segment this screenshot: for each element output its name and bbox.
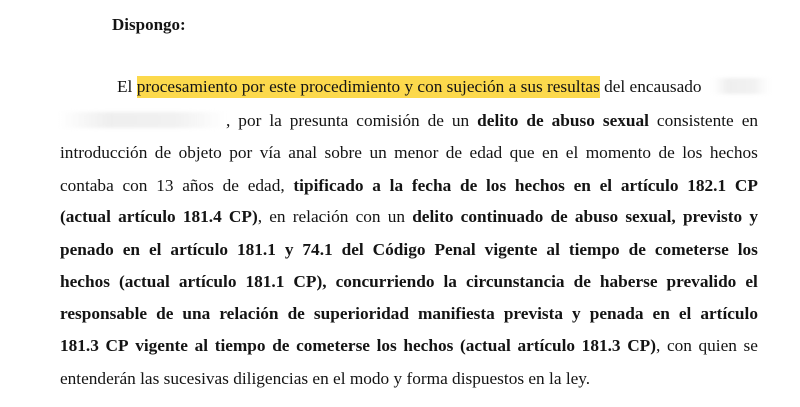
- bold-text: artículo: [170, 240, 229, 259]
- body-text: un: [451, 111, 470, 130]
- bold-text: en: [573, 176, 591, 195]
- bold-text: Penal: [434, 240, 476, 259]
- body-text: del encausado: [599, 77, 702, 96]
- bold-text: manifiesta: [417, 304, 495, 323]
- bold-text: los: [737, 240, 758, 259]
- bold-text: a: [372, 176, 381, 195]
- body-text: hechos: [709, 143, 758, 162]
- body-text: de: [154, 143, 172, 162]
- bold-text: y: [749, 207, 758, 226]
- bold-text: haberse: [599, 272, 658, 291]
- body-text: objeto: [178, 143, 222, 162]
- bold-text: tiempo: [568, 240, 620, 259]
- body-text: edad: [469, 143, 503, 162]
- body-text: comisión: [356, 111, 420, 130]
- body-text: ,: [655, 336, 661, 355]
- body-text: con: [122, 176, 148, 195]
- body-text: presunta: [289, 111, 349, 130]
- bold-text: previsto: [682, 207, 743, 226]
- paragraph-line: [60, 109, 758, 133]
- bold-text: delito: [412, 207, 454, 226]
- bold-text: (actual: [118, 272, 170, 291]
- redacted-name: [60, 112, 226, 128]
- bold-text: la: [443, 272, 457, 291]
- body-text: con: [666, 336, 692, 355]
- bold-text: prevalido: [666, 272, 737, 291]
- body-text: ,: [226, 111, 231, 130]
- bold-text: 181.4: [182, 207, 222, 226]
- bold-text: tiempo: [214, 336, 266, 355]
- body-text: un: [369, 143, 387, 162]
- paragraph-line: [117, 75, 770, 99]
- body-text: de: [445, 143, 463, 162]
- bold-text: de: [573, 272, 591, 291]
- body-text: introducción: [60, 143, 148, 162]
- paragraph-line: [60, 270, 758, 294]
- bold-text: del: [341, 240, 364, 259]
- body-text: en: [542, 143, 559, 162]
- paragraph-line: [60, 238, 758, 262]
- bold-text: una: [182, 304, 211, 323]
- bold-text: cometerse: [654, 240, 729, 259]
- paragraph-line: [60, 205, 758, 229]
- bold-text: CP: [734, 176, 758, 195]
- bold-text: circunstancia: [465, 272, 565, 291]
- bold-text: artículo: [700, 304, 758, 323]
- bold-text: el: [148, 240, 162, 259]
- paragraph-line: [60, 334, 758, 358]
- bold-text: penada: [589, 304, 644, 323]
- text-run: [60, 109, 230, 133]
- bold-text: hechos: [60, 272, 110, 291]
- body-text: entenderán las sucesivas diligencias en el modo y forma dispuestos en la ley.: [60, 369, 591, 388]
- body-text: contaba: [60, 176, 114, 195]
- bold-text: el: [745, 272, 758, 291]
- bold-text: de: [272, 336, 290, 355]
- highlighted-text: procesamiento por este procedimiento y con sujeción a sus resultas: [136, 77, 600, 96]
- bold-text: de: [156, 304, 174, 323]
- body-text: que: [509, 143, 535, 162]
- body-text: en: [741, 111, 758, 130]
- bold-text: CP): [228, 207, 258, 226]
- bold-text: 181.3: [60, 336, 99, 355]
- bold-text: Código: [372, 240, 426, 259]
- section-heading: Dispongo:: [112, 15, 186, 34]
- bold-text: vigente: [484, 240, 538, 259]
- bold-text: el: [678, 304, 692, 323]
- body-text: se: [743, 336, 758, 355]
- bold-text: al: [194, 336, 209, 355]
- bold-text: cometerse: [296, 336, 370, 355]
- bold-text: en: [122, 240, 141, 259]
- body-text: de: [427, 111, 444, 130]
- bold-text: hechos: [514, 176, 565, 195]
- bold-text: los: [486, 176, 507, 195]
- text-run: [229, 205, 262, 229]
- body-text: años: [182, 176, 214, 195]
- bold-text: hechos: [403, 336, 454, 355]
- bold-text: artículo: [118, 207, 176, 226]
- text-run: [627, 334, 660, 358]
- body-text: consistente: [656, 111, 734, 130]
- bold-text: CP): [627, 336, 656, 355]
- bold-text: vigente: [135, 336, 188, 355]
- bold-text: fecha: [411, 176, 452, 195]
- bold-text: en: [652, 304, 670, 323]
- body-text: sobre: [324, 143, 362, 162]
- body-text: vía: [259, 143, 281, 162]
- bold-text: tipificado: [293, 176, 364, 195]
- paragraph-line: [60, 302, 758, 326]
- body-text: el: [565, 143, 579, 162]
- body-text: momento: [585, 143, 652, 162]
- bold-text: artículo: [517, 336, 576, 355]
- body-text: con: [355, 207, 381, 226]
- body-text: ,: [257, 207, 263, 226]
- body-text: relación: [292, 207, 349, 226]
- body-text: quien: [698, 336, 737, 355]
- bold-text: abuso: [574, 207, 619, 226]
- bold-text: (actual: [60, 207, 111, 226]
- bold-text: de: [459, 176, 478, 195]
- bold-text: continuado: [460, 207, 544, 226]
- bold-text: 181.3: [581, 336, 621, 355]
- bold-text: de: [550, 207, 568, 226]
- body-text: El: [117, 77, 137, 96]
- bold-text: la: [389, 176, 404, 195]
- paragraph-line: [60, 174, 758, 198]
- body-text: de: [658, 143, 675, 162]
- bold-text: sexual: [602, 111, 649, 130]
- bold-text: (actual: [459, 336, 511, 355]
- bold-text: abuso: [551, 111, 595, 130]
- body-text: edad,: [247, 176, 285, 195]
- bold-text: concurriendo: [335, 272, 435, 291]
- bold-text: 182.1: [687, 176, 727, 195]
- bold-text: CP),: [293, 272, 327, 291]
- paragraph-line: [60, 141, 758, 165]
- bold-text: de: [287, 304, 305, 323]
- bold-text: sexual,: [625, 207, 676, 226]
- bold-text: 74.1: [302, 240, 333, 259]
- bold-text: y: [284, 240, 294, 259]
- bold-text: de: [526, 111, 544, 130]
- bold-text: artículo: [178, 272, 237, 291]
- body-text: por: [229, 143, 253, 162]
- bold-text: al: [546, 240, 560, 259]
- bold-text: 181.1: [236, 240, 276, 259]
- bold-text: penado: [60, 240, 114, 259]
- redacted-name: [712, 78, 770, 94]
- bold-text: responsable: [60, 304, 148, 323]
- bold-text: delito: [477, 111, 519, 130]
- bold-text: prevista: [503, 304, 564, 323]
- body-text: en: [269, 207, 286, 226]
- paragraph-line: [60, 367, 590, 391]
- body-text: los: [682, 143, 703, 162]
- body-text: de: [222, 176, 239, 195]
- body-text: un: [387, 207, 405, 226]
- bold-text: los: [376, 336, 397, 355]
- bold-text: relación: [219, 304, 279, 323]
- bold-text: el: [599, 176, 613, 195]
- body-text: 13: [156, 176, 174, 195]
- bold-text: superioridad: [313, 304, 409, 323]
- bold-text: 181.1: [245, 272, 285, 291]
- body-text: por: [238, 111, 262, 130]
- bold-text: artículo: [620, 176, 679, 195]
- bold-text: CP: [105, 336, 129, 355]
- body-text: la: [269, 111, 282, 130]
- body-text: anal: [288, 143, 318, 162]
- bold-text: de: [628, 240, 646, 259]
- body-text: menor: [394, 143, 439, 162]
- bold-text: y: [572, 304, 581, 323]
